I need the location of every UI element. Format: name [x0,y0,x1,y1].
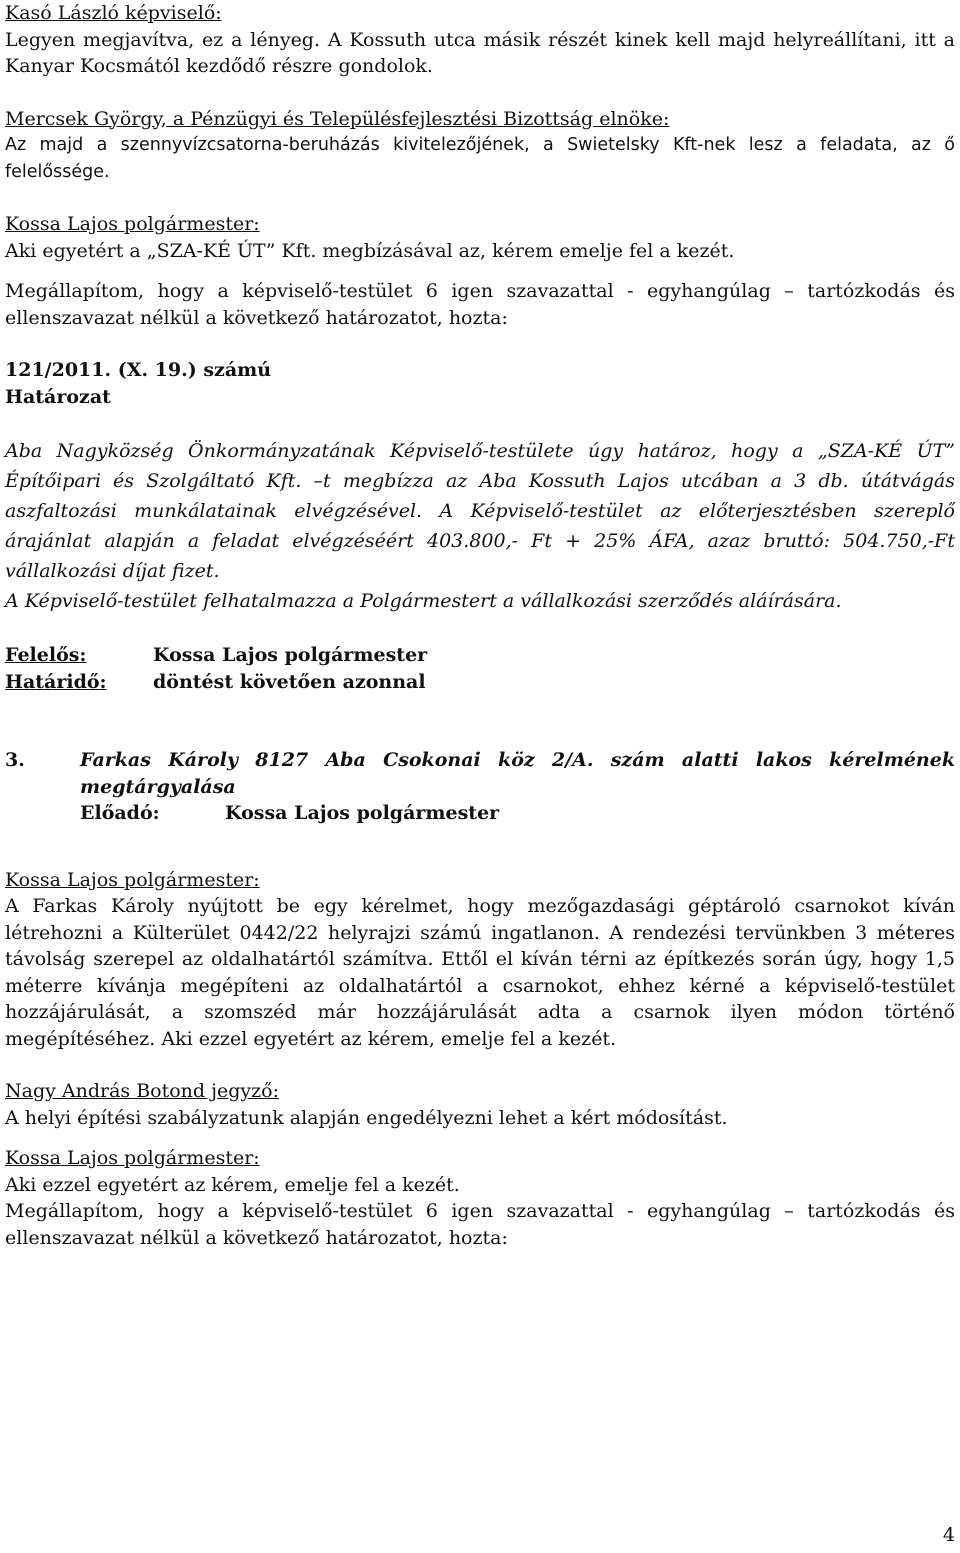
speech-kaso: Legyen megjavítva, ez a lényeg. A Kossuth utca másik részét kinek kell majd helyreállítani, itt a Kanyar Kocsmától kezdődő részre gondolok. [5,28,955,77]
speaker-kossa-2: Kossa Lajos polgármester: [5,868,260,891]
presenter-value: Kossa Lajos polgármester [225,802,500,824]
page-number: 4 [942,1524,955,1546]
deadline-row [5,669,955,696]
speech-mercsek: Az majd a szennyvízcsatorna-beruházás kivitelezőjének, a Swietelsky Kft-nek lesz a feladata, az ő felelőssége. [5,135,955,182]
speaker-kossa-1: Kossa Lajos polgármester: [5,213,260,235]
presenter-row [80,800,955,827]
speaker-nagy: Nagy András Botond jegyző: [5,1080,280,1102]
vote-statement-1: Megállapítom, hogy a képviselő-testület 6 igen szavazattal - egyhangúlag – tartózkodás és ellenszavazat nélkül a következő határozatot, hozta: [5,280,955,329]
speech-kossa-3: Aki ezzel egyetért az kérem, emelje fel a kezét. [5,1173,460,1196]
deadline-label: Határidő: [5,670,107,693]
agenda-item-3 [5,747,955,800]
speaker-mercsek: Mercsek György, a Pénzügyi és Településfejlesztési Bizottság elnöke: [5,107,670,130]
speaker-kossa-3: Kossa Lajos polgármester: [5,1147,260,1169]
resolution-number: 121/2011. (X. 19.) számú [5,359,272,381]
agenda-item-number: 3. [5,749,25,771]
responsible-row [5,642,955,669]
agenda-item-title: Farkas Károly 8127 Aba Csokonai köz 2/A. szám alatti lakos kérelmének megtárgyalása [80,749,955,798]
speech-nagy: A helyi építési szabályzatunk alapján engedélyezni lehet a kért módosítást. [5,1106,728,1129]
speech-kossa-2: A Farkas Károly nyújtott be egy kérelmet, hogy mezőgazdasági géptároló csarnokot kíván létrehozni a Külterület 0442/22 helyrajzi számú ingatlanon. A rendezési tervünkben 3 méteres távolság szerepel az oldalhatártól számítva. Ettől el kíván térni az építkezés során úgy, hogy 1,5 méterre kívánja megépíteni az oldalhatártól a csarnokot, ehhez kérné a képviselő-testület hozzájárulását, a szomszéd már hozzájárulását adta a csarnok ilyen módon történő megépítéséhez. Aki ezzel egyetért az kérem, emelje fel a kezét. [5,895,955,1050]
resolution-title: Határozat [5,385,111,408]
presenter-label: Előadó: [80,802,160,824]
resolution-text: Aba Nagyközség Önkormányzatának Képviselő-testülete úgy határoz, hogy a „SZA-KÉ ÚT” Építőipari és Szolgáltató Kft. –t megbízza az Aba Kossuth Lajos utcában a 3 db. útátvágás aszfaltozási munkálatainak elvégzésével. A Képviselő-testület az előterjesztésben szereplő árajánlat alapján a feladat elvégzéséért 403.800,- Ft + 25% ÁFA, azaz bruttó: 504.750,-Ft vállalkozási díjat fizet. [5,440,955,582]
vote-statement-2: Megállapítom, hogy a képviselő-testület 6 igen szavazattal - egyhangúlag – tartózkodás és ellenszavazat nélkül a következő határozatot, hozta: [5,1200,955,1249]
document-page [5,0,955,1251]
responsible-label: Felelős: [5,644,87,666]
speech-kossa-1: Aki egyetért a „SZA-KÉ ÚT” Kft. megbízásával az, kérem emelje fel a kezét. [5,239,735,262]
speaker-kaso: Kasó László képviselő: [5,2,222,24]
deadline-value: döntést követően azonnal [153,670,426,693]
resolution-authorization: A Képviselő-testület felhatalmazza a Polgármestert a vállalkozási szerződés aláírására. [5,590,842,612]
responsible-value: Kossa Lajos polgármester [153,644,428,666]
